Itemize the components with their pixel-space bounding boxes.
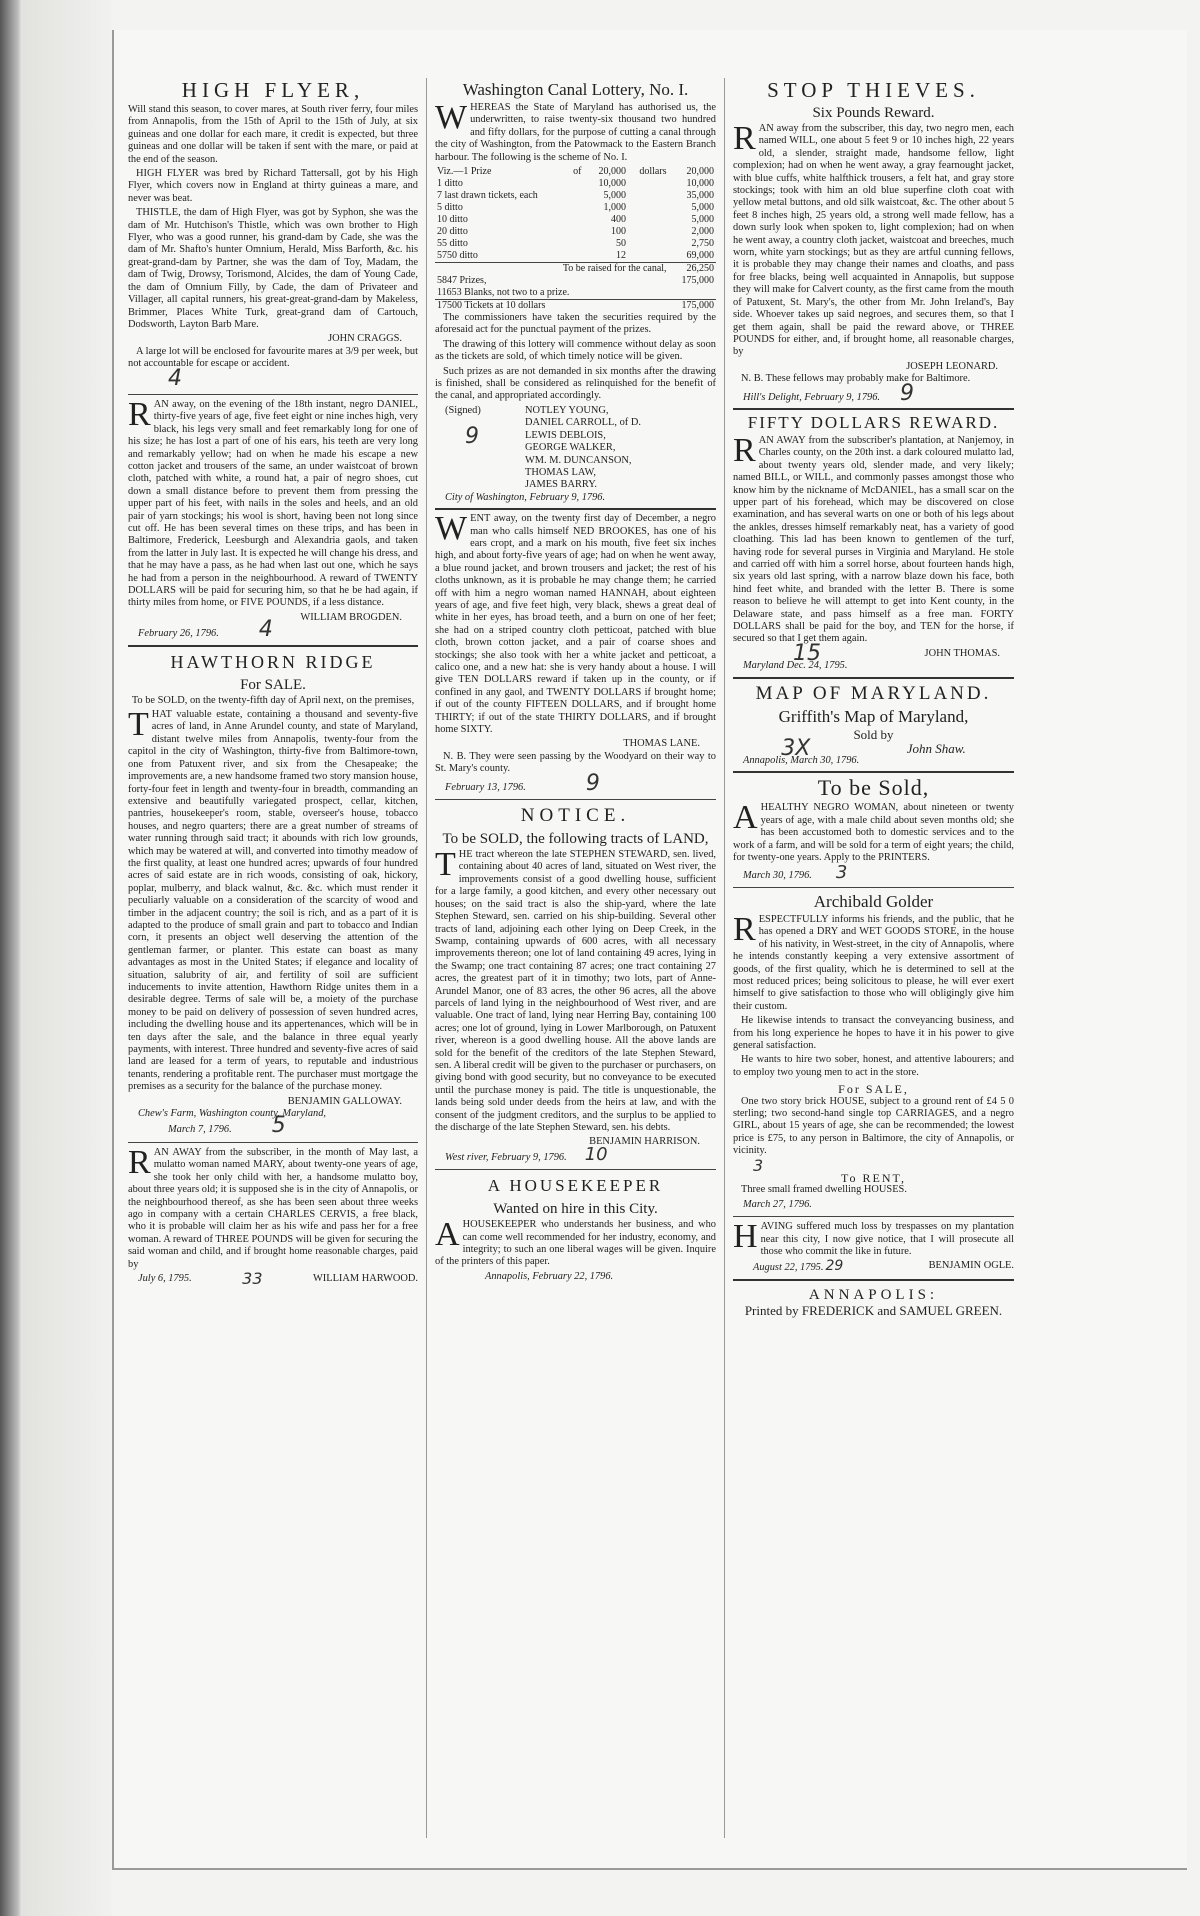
prize-cell: To be raised for the canal, xyxy=(562,263,667,275)
drop-cap: R xyxy=(733,431,756,469)
ad-title: A HOUSEKEEPER xyxy=(487,1176,664,1196)
prize-cell: 5,000 xyxy=(691,214,714,226)
prize-cell xyxy=(628,214,669,226)
ad-date-text: February 13, 1796. xyxy=(445,781,526,793)
handwritten-mark: 3 xyxy=(753,1155,764,1175)
prize-row xyxy=(435,250,716,263)
ad-title: MAP OF MARYLAND. xyxy=(755,682,992,704)
prize-cell: of xyxy=(573,166,582,178)
ad-title: To RENT, xyxy=(841,1171,906,1186)
ad-text: A large lot will be enclosed for favourite mares at 3/9 per week, but not accountable for escape or accident. xyxy=(128,345,418,370)
divider xyxy=(435,508,716,510)
ad-text xyxy=(128,395,418,610)
imprint xyxy=(733,1287,1014,1319)
prize-cell xyxy=(571,214,587,226)
handwritten-mark: 3 xyxy=(835,861,848,883)
ad-trespass-notice xyxy=(733,1218,1014,1275)
prize-cell xyxy=(571,250,587,263)
prize-cell: 12 xyxy=(616,250,627,262)
signer-name: LEWIS DEBLOIS, xyxy=(525,429,606,441)
prize-cell: 20 ditto xyxy=(437,226,468,238)
divider xyxy=(128,394,418,395)
ad-seller: John Shaw. xyxy=(906,740,966,756)
ad-text: Sold by xyxy=(853,726,894,742)
prize-cell: 2,000 xyxy=(691,226,714,238)
drop-cap: R xyxy=(733,910,756,948)
ad-body: AN away, on the evening of the 18th instant, negro DANIEL, thirty-five years of age, five feet eight or nine inches high, very black, his legs very small and feet remarkably long for one of his size; he has lost a part of one of his ears, his teeth are very long and remarkably yellow; had on when he made his escape a new cotton jacket and trousers of the same, an under waistcoat of brown cloth, patched with white, a round hat, a pair of negro shoes, cut down a small distance before to prevent them from pressing the upper part of his feet, with nails in the soles and heels, and an old pair of yarn stockings; his wool is short, having been not long since cut off. He has been several times on these trips, and has been in Baltimore, Frederick, Leesburgh and Alexandria gaols, and taken from the latter in July last. It is expected he will change his dress, and that he may have a pass, as he had when last out one, which he says he had from a person in the neighbourhood. A reward of TWENTY DOLLARS will be paid for securing him, so that he be had again, if thirty miles from home, or FIVE POUNDS, if a less distance. xyxy=(128,398,418,609)
prize-row xyxy=(435,202,716,214)
imprint-printer: Printed by FREDERICK and SAMUEL GREEN. xyxy=(744,1302,1003,1318)
ad-body: ESPECTFULLY informs his friends, and the public, that he has opened a DRY and WET GOODS STORE, in the house of his nativity, in West-street, in the city of Annapolis, where he intends constantly keeping a very extensive assortment of goods, of the first quality, which he is determined to sell at the most reduced prices; being solicitous to please, he will ever exert himself to give satisfaction to those who will obligingly give him their custom. xyxy=(733,913,1014,1012)
ad-stop-thieves xyxy=(733,78,1014,404)
ad-to-rent xyxy=(733,1172,1014,1211)
ad-date: Maryland Dec. 24, 1795. xyxy=(743,660,848,672)
ad-high-flyer xyxy=(128,78,418,389)
ad-footer xyxy=(733,1260,1014,1274)
ad-signature: BENJAMIN GALLOWAY. xyxy=(287,1095,402,1107)
drop-cap: R xyxy=(128,395,151,433)
handwritten-mark: 9 xyxy=(900,380,915,406)
ad-title: To be Sold, xyxy=(817,775,930,801)
ad-text xyxy=(435,846,716,1134)
ad-date: July 6, 1795. xyxy=(138,1272,192,1284)
ad-body: ENT away, on the twenty first day of December, a negro man who calls himself NED BROOKES, has one of his ears cropt, and a mark on his mouth, five feet six inches high, and about forty-five years of age; had on when he went away, a blue round jacket, and brown trousers and jacket; the rest of his cloths unknown, as it is probable he may change them; he carried off with him a negro woman named HANNAH, about eighteen years of age, and five feet high, very black, shews a great deal of white in her eyes, has broad teeth, and a burn on one of her feet; she had on a striped country cloth petticoat, patched with blue cloth, brown cotton jacket, and a pair of coarse shoes and stockings; she also took with her a white jacket and petticoat, a calico one, and a new hat: she is very handy about a house. I will give TEN DOLLARS reward if taken up in the county, or if confined in any gaol, and TWENTY DOLLARS if brought home; if out of the county FIFTEEN DOLLARS, and if brought home THIRTY; if out of the state THIRTY DOLLARS, and if brought home SIXTY. xyxy=(435,513,716,736)
handwritten-mark: 9 xyxy=(585,770,600,796)
handwritten-mark: 29 xyxy=(825,1258,844,1275)
ad-text: N. B. They were seen passing by the Woodyard on their way to St. Mary's county. xyxy=(435,750,716,775)
ad-date-text: West river, February 9, 1796. xyxy=(445,1151,567,1163)
ad-text: HIGH FLYER was bred by Richard Tattersall, got by his High Flyer, which covers now in England at thirty guineas a mare, and never was beat. xyxy=(128,168,418,204)
signer-name: DANIEL CARROLL, of D. xyxy=(525,417,641,429)
ad-housekeeper xyxy=(435,1174,716,1283)
prize-total-row xyxy=(435,300,716,313)
prize-cell: 100 xyxy=(611,226,627,238)
signer-name: GEORGE WALKER, xyxy=(525,442,616,454)
ad-date xyxy=(435,1143,716,1165)
ad-subtitle: Griffith's Map of Maryland, xyxy=(778,706,969,726)
ad-text: Such prizes as are not demanded in six months after the drawing is finished, shall be considered as relinquished for the benefit of the canal, and appropriated accordingly. xyxy=(435,365,716,402)
prize-row xyxy=(435,178,716,190)
prize-cell xyxy=(628,226,669,238)
ad-date xyxy=(733,861,1014,883)
ad-date-text: August 22, 1795. xyxy=(753,1262,824,1274)
page-gutter xyxy=(22,0,112,1916)
prize-row xyxy=(435,190,716,202)
ad-text xyxy=(435,99,716,164)
ad-title: FIFTY DOLLARS REWARD. xyxy=(747,412,1000,432)
ad-body: HAT valuable estate, containing a thousand and seventy-five acres of land, in Anne Arundel county, and state of Maryland, distant twelve miles from Annapolis, twenty-four from the capitol in the city of Washington, thirty-five from Baltimore-town, one from Patuxent river, and six from the Chesapeake; the improvements are, a new handsome framed two story mansion house, forty-four feet in length and twenty-four in breadth, commanding an extensive and beautifully variegated prospect, cellar, kitchen, pantries, housekeeper's room, stable, overseer's house, tobacco houses, and negro quarters; there are a great number of streams of water running through said tract; it abounds with rich low grounds, which may be watered at will, and converted into timothy meadow of the first quality, at least one hundred acres; upwards of four hundred acres of said estate are in rich woods, consisting of oak, hickory, poplar, mulberry, and black walnut, &c. &c. which must render it peculiarly valuable on a consideration of the scarcity of wood and timber in the adjacent country; the soil is rich, and as a part of it is adapted to the produce of small grain and part to tobacco and Indian corn, it presents an object well deserving the attention of the gentleman farmer, or planter. This estate can boast as many advantages as most in the United States; if elegance and locality of situation, salubrity of air, and fertility of soil are sufficient inducements to invite attention, Hawthorn Ridge unites them in a desirable degree. Terms of sale will be, a moiety of the purchase money to be paid on delivery of possession of seven hundred acres, including the dwelling house and its appertenances, which will be in ten days after the sale, and the balance in three equal yearly payments, with interest. Three hundred and seventy-five acres of said land are leased for a term of years, to reputable and industrious tenants, rendering a profitable rent. The purchaser must mortgage the premises as a security for the balance of the purchase money. xyxy=(128,709,418,1093)
ad-hawthorn-ridge xyxy=(128,650,418,1137)
handwritten-mark: 33 xyxy=(242,1268,263,1288)
ad-subtitle: For SALE. xyxy=(240,676,306,693)
ad-date: Annapolis, February 22, 1796. xyxy=(485,1270,614,1282)
ad-body: AN AWAY from the subscriber, in the month of May last, a mulatto woman named MARY, about twenty-one years of age, she took her only child with her, a handsome mulatto boy, about three years old; it is supposed she is in the city of Annapolis, or the neighbourhood thereof, as she has been seen about three weeks ago in company with a certain CHARLES CERVIS, a free black, who it is probable will claim her as his wife and pass her for a free woman. A reward of THREE POUNDS will be given for securing the said woman and child, and if brought home reasonable charges, paid by xyxy=(128,1146,418,1270)
divider xyxy=(435,799,716,800)
prize-row xyxy=(435,226,716,238)
drop-cap: T xyxy=(128,706,149,744)
ad-body: HE tract whereon the late STEPHEN STEWARD, sen. lived, containing about 40 acres of land, situated on West river, the improvements consist of a good dwelling house, sufficient for a large family, a good kitchen, and every other necessary out houses; on the said tract is also the ship-yard, where the late Stephen Steward, sen. carried on his ship-building. Several other tracts of land, adjoining each other lying on Deep Creek, in the Swamp, containing upwards of 600 acres, with all necessary improvements thereon; one lot of land containing 49 acres, lying in the Swamp; one tract containing 87 acres; one tract containing 27 acres, the greatest part of it in timothy; two lots, part of Anne-Arundel Manor, one of 83 acres, the other 96 acres, all the above parcels of land lying in the neighbourhood of West river, and are valuable. One tract of land, lying near Herring Bay, containing 100 acres; one lot of ground, lying in Lower Marlborough, on Patuxent river, whereon is a good dwelling house. All the above lands are sold for the benefit of the creditors of the late Stephen Steward, sen. A liberal credit will be given to the purchaser or purchasers, on giving bond with good security, but no conveyance to be executed until the purchase money is paid. The title is unquestionable, the lands being sold under deeds from the heirs at law, and with the consent of the judgment creditors, and the surplus to be applied to the discharge of the late Stephen Steward, sen. his debts. xyxy=(435,849,716,1133)
prize-total-row xyxy=(435,263,716,276)
prize-cell: 11653 Blanks, not two to a prize. xyxy=(437,287,570,299)
imprint-city: ANNAPOLIS: xyxy=(808,1286,939,1303)
ad-title: HIGH FLYER, xyxy=(181,78,365,102)
ad-archibald-golder xyxy=(733,892,1014,1079)
prize-cell xyxy=(571,190,587,202)
ad-signature: BENJAMIN OGLE. xyxy=(928,1260,1014,1272)
drop-cap: T xyxy=(435,846,456,884)
prize-cell: 20,000 xyxy=(686,166,714,178)
ad-canal-lottery xyxy=(435,80,716,504)
ad-text: The drawing of this lottery will commence without delay as soon as the tickets are sold, of which timely notice will be given. xyxy=(435,338,716,363)
ad-signature: JOHN THOMAS. xyxy=(924,647,1000,659)
drop-cap: A xyxy=(733,799,758,837)
prize-cell: 10 ditto xyxy=(437,214,468,226)
prize-table xyxy=(435,166,716,312)
prize-row xyxy=(435,238,716,250)
ad-date-text: February 26, 1796. xyxy=(138,628,219,640)
ad-text: Three small framed dwelling HOUSES. xyxy=(741,1184,907,1196)
handwritten-mark: 9 xyxy=(465,424,479,450)
drop-cap: A xyxy=(435,1216,460,1254)
prize-cell: 5 ditto xyxy=(437,202,463,214)
prize-total-row xyxy=(435,275,716,287)
ad-signature: WILLIAM BROGDEN. xyxy=(300,611,402,623)
ad-title: For SALE, xyxy=(838,1082,909,1097)
prize-cell xyxy=(628,238,669,250)
ad-runaway-daniel xyxy=(128,395,418,643)
divider xyxy=(128,645,418,647)
drop-cap: W xyxy=(435,510,468,548)
prize-cell: 35,000 xyxy=(686,190,714,202)
prize-cell xyxy=(571,238,587,250)
ad-text: N. B. These fellows may probably make for Baltimore. xyxy=(741,373,971,385)
prize-cell xyxy=(628,190,669,202)
ad-text xyxy=(733,120,1014,359)
signed-label xyxy=(435,405,525,492)
prize-cell: 5,000 xyxy=(691,202,714,214)
ad-signature: BENJAMIN HARRISON. xyxy=(589,1136,700,1148)
ad-date: City of Washington, February 9, 1796. xyxy=(445,491,606,503)
ad-text xyxy=(733,799,1014,864)
prize-cell xyxy=(628,202,669,214)
divider xyxy=(733,887,1014,888)
handwritten-mark: 3X xyxy=(781,735,811,761)
column-2 xyxy=(426,78,716,1838)
prize-cell: dollars xyxy=(639,166,667,178)
prize-cell: 400 xyxy=(611,214,627,226)
ad-text: The commissioners have taken the securities required by the aforesaid act for the punctual payment of the prizes. xyxy=(435,312,716,336)
ad-title: Archibald Golder xyxy=(813,891,934,911)
signer-name: THOMAS LAW, xyxy=(525,466,596,478)
signer-name: WM. M. DUNCANSON, xyxy=(525,454,632,466)
ad-subtitle: Six Pounds Reward. xyxy=(812,105,935,121)
prize-cell: 1 ditto xyxy=(437,178,463,190)
ad-subtitle: To be SOLD, the following tracts of LAND, xyxy=(442,831,709,848)
handwritten-mark: 4 xyxy=(258,617,273,643)
ad-date-text: March 30, 1796. xyxy=(743,869,812,881)
drop-cap: H xyxy=(733,1218,758,1256)
ad-map-of-maryland xyxy=(733,682,1014,768)
prize-cell xyxy=(571,178,587,190)
prize-cell: 7 last drawn tickets, each xyxy=(437,190,538,202)
ad-title: NOTICE. xyxy=(520,805,631,827)
divider xyxy=(128,1142,418,1143)
book-binding xyxy=(0,0,22,1916)
prize-cell xyxy=(628,250,669,263)
ad-date xyxy=(743,1260,843,1274)
prize-total-row xyxy=(435,287,716,300)
prize-cell: 26,250 xyxy=(686,263,714,275)
signer-list xyxy=(525,405,641,492)
ad-title: Washington Canal Lottery, No. I. xyxy=(462,80,689,99)
divider xyxy=(733,1216,1014,1217)
divider xyxy=(733,771,1014,773)
ad-date xyxy=(435,770,716,796)
prize-cell: 17500 Tickets at 10 dollars xyxy=(437,300,546,312)
ad-text: Will stand this season, to cover mares, at South river ferry, four miles from Annapolis, from the 15th of April to the 15th of July, at six guineas and one dollar for each mare, it credit is expected, but three guineas and one dollar will be taken if sent with the mare, or paid at the end of the season. xyxy=(128,104,418,165)
ad-date-text: March 7, 1796. xyxy=(168,1124,232,1136)
ad-text: THISTLE, the dam of High Flyer, was got by Syphon, she was the dam of Mr. Hutchison's Thistle, which was own brother to High Flyer, who was a good runner, his grand-dam by Cade, she was the dam of Mr. Shafto's hunter Omnium, Herald, Miss Barforth, &c. his great-grand-dam by Partner, she was the dam of Toy, Madam, the dam of Twig, Drowsy, Torismond, Alcides, the dam of Young Cade, the dam of Omnium Filly, by Cade, the dam of Privateer and Villager, all capital runners, his great-great-grand-dam by Makeless, Brimmer, Places White Turk, great-grand dam of Cartouch, Dodsworth, Layton Barb Mare. xyxy=(128,207,418,330)
prize-cell: 10,000 xyxy=(598,178,627,190)
ad-signature: THOMAS LANE. xyxy=(623,738,700,750)
divider xyxy=(733,677,1014,679)
ad-text xyxy=(435,1216,716,1269)
ad-text xyxy=(733,1218,1014,1258)
prize-cell: 5,000 xyxy=(603,190,627,202)
ad-body: AVING suffered much loss by trespasses on my plantation near this city, I now give notice, that I will prosecute all those who commit the like in future. xyxy=(760,1221,1014,1258)
column-3 xyxy=(724,78,1014,1838)
ad-body: HEREAS the State of Maryland has authorised us, the underwritten, to raise twenty-six thousand two hundred and fifty dollars, for the purpose of cutting a canal through the city of Washington, from the Patowmack to the Eastern Branch harbour. The following is the scheme of No. I. xyxy=(435,102,716,163)
ad-signature: JOHN CRAGGS. xyxy=(328,333,402,345)
ad-place: Chew's Farm, Washington county, Maryland, xyxy=(138,1108,326,1120)
handwritten-mark: 10 xyxy=(584,1143,608,1165)
prize-cell: 2,750 xyxy=(691,238,714,250)
prize-cell: 1,000 xyxy=(603,202,627,214)
ad-body: HEALTHY NEGRO WOMAN, about nineteen or twenty years of age, with a male child about seven months old; she has been accustomed both to domestic services and to the work of a farm, and will be sold for a term of eight years; the child, for twenty-one years. Apply to the PRINTERS. xyxy=(733,802,1014,864)
drop-cap: W xyxy=(435,99,468,136)
prize-cell: 50 xyxy=(616,238,627,250)
divider xyxy=(435,1169,716,1170)
prize-cell: 5847 Prizes, xyxy=(437,275,487,287)
drop-cap: R xyxy=(128,1143,151,1181)
ad-text xyxy=(435,510,716,736)
prize-cell: 20,000 xyxy=(598,166,627,178)
signed-text: (Signed) xyxy=(445,404,481,416)
drop-cap: R xyxy=(733,120,756,157)
ad-runaway-mary xyxy=(128,1143,418,1288)
prize-cell xyxy=(571,226,587,238)
ad-fifty-dollars xyxy=(733,413,1014,673)
ad-notice-land xyxy=(435,804,716,1164)
ad-footer xyxy=(128,1268,418,1288)
ad-subtitle: Wanted on hire in this City. xyxy=(493,1201,658,1218)
ad-text xyxy=(128,706,418,1094)
ad-text: One two story brick HOUSE, subject to a ground rent of £4 5 0 sterling; two second-hand single top CARRIAGES, and a negro GIRL, about 15 years of age, she can be recommended; the lowest price is £75, to any person in Baltimore, the city of Annapolis, or vicinity. xyxy=(733,1095,1014,1157)
signer-name: JAMES BARRY. xyxy=(525,479,597,491)
prize-cell: 175,000 xyxy=(681,300,714,312)
prize-row xyxy=(435,214,716,226)
ad-text xyxy=(733,910,1014,1013)
ad-body: HOUSEKEEPER who understands her business, and who can come well recommended for her industry, economy, and integrity; to such an one liberal wages will be given. Inquire of the printers of this paper. xyxy=(435,1219,716,1268)
signer-name: NOTLEY YOUNG, xyxy=(525,404,609,416)
prize-cell: 5750 ditto xyxy=(437,250,478,262)
prize-cell: 10,000 xyxy=(686,178,714,190)
prize-cell: 175,000 xyxy=(681,275,714,287)
ad-text xyxy=(128,1143,418,1271)
prize-cell: 55 ditto xyxy=(437,238,468,250)
ad-text: He wants to hire two sober, honest, and attentive labourers; and to employ two young men to act in the store. xyxy=(733,1054,1014,1078)
ad-signature: WILLIAM HARWOOD. xyxy=(312,1272,418,1284)
ad-for-sale xyxy=(733,1082,1014,1175)
prize-cell xyxy=(571,202,587,214)
column-1 xyxy=(128,78,418,1838)
ad-text: He likewise intends to transact the conveyancing business, and from his long experience he hopes to have it in his power to give general satisfaction. xyxy=(733,1015,1014,1051)
handwritten-mark: 4 xyxy=(168,365,182,391)
ad-signature: JOSEPH LEONARD. xyxy=(906,360,998,372)
prize-cell: 69,000 xyxy=(686,250,714,262)
ad-text xyxy=(733,431,1014,646)
prize-row xyxy=(435,166,716,178)
ad-runaway-ned xyxy=(435,510,716,796)
ad-lead: To be SOLD, on the twenty-fifth day of April next, on the premises, xyxy=(131,694,415,706)
handwritten-mark: 5 xyxy=(271,1113,286,1139)
prize-cell: Viz.—1 Prize xyxy=(437,166,492,178)
divider xyxy=(733,408,1014,410)
ad-body: AN away from the subscriber, this day, two negro men, each named WILL, one about 5 feet 9 or 10 inches high, 22 years old, a slender, straight made, handsome fellow, light complexion; had on when he went away, a gray fearnought jacket, with blue cuffs, white halfthick trousers, a felt hat, and gray store stockings; took with him an old blue superfine cloth coat with yellow metal buttons, and old silk waistcoat, &c. The other about 5 feet 8 inches high, 25 years old, a strong well made fellow, has a down surly look when spoken to, light complexion; had on when he went away, a country cloth jacket, waistcoat and breeches, much worn, white yarn stockings; but as they are artful cunning fellows, it is probable they may change their names and cloaths, and pass for free blacks, being well acquainted in Annapolis, but suppose they will make for Calvert county, as the first came from the mouth of Patuxent, St. Mary's, the other from Mr. John Ireland's, Bay side. Whoever takes up said negroes, and secures them, so that I get them again, shall be paid the reward above, or THREE POUNDS for either, and, if brought home, all reasonable charges, by xyxy=(733,123,1014,358)
ad-title: HAWTHORN RIDGE xyxy=(170,651,376,672)
ad-title: STOP THIEVES. xyxy=(767,78,980,102)
divider xyxy=(733,1279,1014,1281)
ad-date: March 27, 1796. xyxy=(743,1198,812,1210)
prize-cell xyxy=(628,178,669,190)
ad-date xyxy=(733,380,1014,406)
ad-date: Annapolis, March 30, 1796. xyxy=(743,755,860,767)
ad-to-be-sold xyxy=(733,776,1014,881)
ad-date-text: Hill's Delight, February 9, 1796. xyxy=(743,391,881,403)
ad-body: AN AWAY from the subscriber's plantation, at Nanjemoy, in Charles county, on the 20th inst. a dark coloured mulatto lad, about twenty years old, slender made, and very likely; named BILL, or WILL, and commonly passes amongst those who know him by the nickname of McDANIEL, has a small scar on the upper part of his forehead, which may be discovered on close examination, and has several warts on one or both of his legs about the ankles, dresses himself remarkably neat, has a variety of good cloathing. This lad has been known to gentlemen of the turf, having rode for several purses in Virginia and Maryland. He stole and carried off with him a sorrel horse, about fourteen hands high, six years old last spring, with a narrow blaze down his face, both hind feet white, and branded with the letter B. There is some reason to believe he will attempt to get into Kent county, in the Delaware state, and pass himself as a free man. FORTY DOLLARS shall be paid for the boy, and TEN for the horse, if secured so that I get them again. xyxy=(733,434,1014,645)
signers-block xyxy=(435,405,716,492)
handwritten-mark: 15 xyxy=(793,640,821,666)
